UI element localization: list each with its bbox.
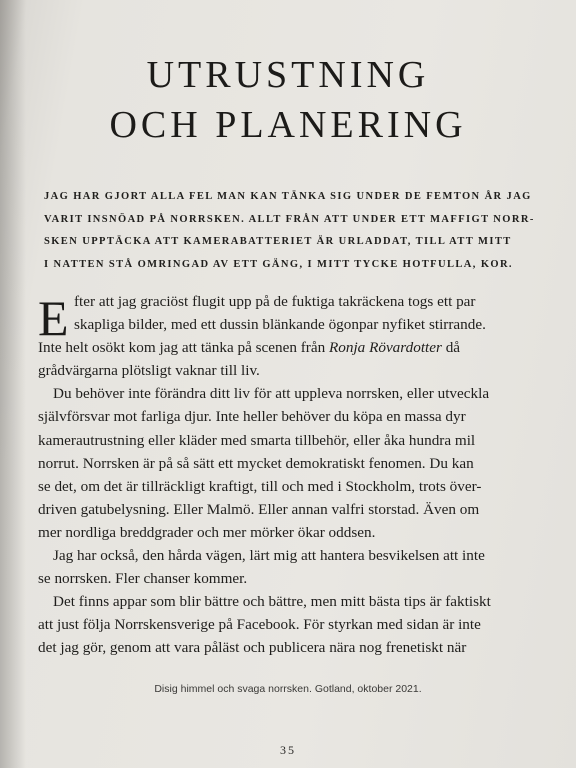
lead-line: JAG HAR GJORT ALLA FEL MAN KAN TÄNKA SIG UNDER DE FEMTON ÅR JAG <box>44 191 532 202</box>
body-line: Du behöver inte förändra ditt liv för att uppleva norrsken, eller utveckla <box>53 385 490 403</box>
body-line: Det finns appar som blir bättre och bättre, men mitt bästa tips är faktiskt <box>53 593 491 611</box>
body-line: självförsvar mot farliga djur. Inte heller behöver du köpa en massa dyr <box>38 408 466 426</box>
photo-caption: Disig himmel och svaga norrsken. Gotland, oktober 2021. <box>154 683 422 695</box>
body-line: norrut. Norrsken är på så sätt ett mycket demokratiskt fenomen. Du kan <box>38 454 474 472</box>
lead-line: I NATTEN STÅ OMRINGAD AV ETT GÄNG, I MITT TYCKE HOTFULLA, KOR. <box>44 258 513 270</box>
lead-line: SKEN UPPTÄCKA ATT KAMERABATTERIET ÄR URLADDAT, TILL ATT MITT <box>44 236 512 247</box>
page-number: 35 <box>280 743 296 757</box>
body-text <box>38 290 528 660</box>
body-line: att just följa Norrskensverige på Facebook. För styrkan med sidan är inte <box>38 616 481 634</box>
body-line: se norrsken. Fler chanser kommer. <box>38 570 248 588</box>
chapter-title-line-2: OCH PLANERING <box>109 104 467 146</box>
body-line: se det, om det är tillräckligt kraftigt, till och med i Stockholm, trots över- <box>38 477 482 495</box>
lead-paragraph <box>44 186 535 276</box>
body-line <box>38 336 528 359</box>
body-line: skapliga bilder, med ett dussin blänkande ögonpar nyfiket stirrande. <box>74 316 486 334</box>
body-line: Jag har också, den hårda vägen, lärt mig att hantera besvikelsen att inte <box>53 547 485 565</box>
body-line: grådvärgarna plötsligt vaknar till liv. <box>38 362 260 380</box>
body-line-text: Inte helt osökt kom jag att tänka på scenen från <box>38 339 329 357</box>
body-line: fter att jag graciöst flugit upp på de fuktiga takräckena togs ett par <box>74 293 476 310</box>
book-title-italic: Ronja Rövardotter <box>329 339 442 357</box>
body-line: kamerautrustning eller kläder med smarta tillbehör, eller åka hundra mil <box>38 431 476 449</box>
drop-cap: E <box>38 290 69 346</box>
body-line-text: då <box>441 339 461 357</box>
lead-line: VARIT INSNÖAD PÅ NORRSKEN. ALLT FRÅN ATT UNDER ETT MAFFIGT NORR- <box>44 213 535 225</box>
chapter-title-line-1: UTRUSTNING <box>146 54 430 96</box>
body-line: det jag gör, genom att vara påläst och publicera nära nog frenetiskt när <box>38 639 467 657</box>
body-line: driven gatubelysning. Eller Malmö. Eller annan valfri storstad. Även om <box>38 500 480 518</box>
body-line: mer nordliga breddgrader och mer mörker ökar oddsen. <box>38 523 376 541</box>
